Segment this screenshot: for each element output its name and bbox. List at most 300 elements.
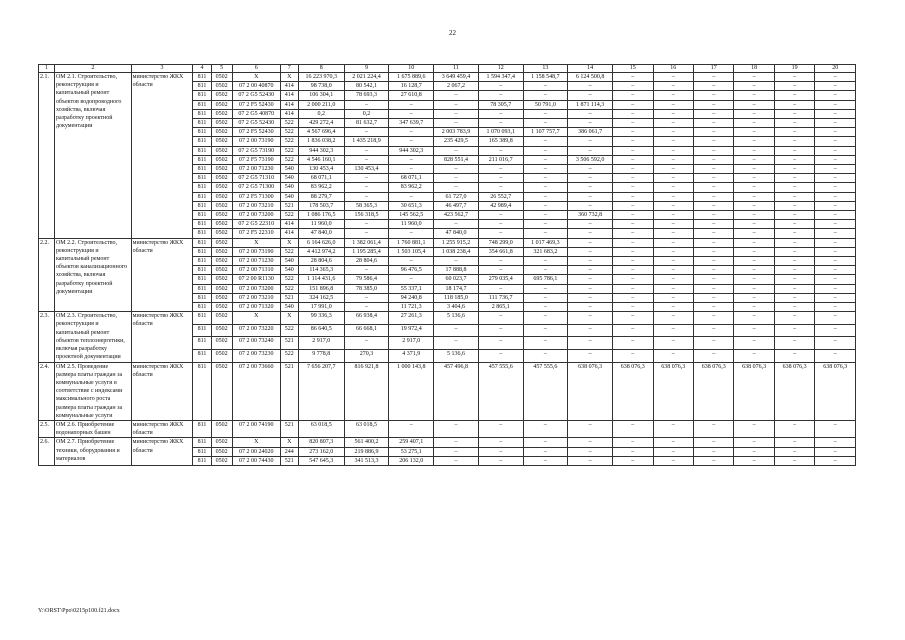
table-cell: – [478, 456, 523, 465]
table-cell: – [693, 420, 733, 437]
table-cell: – [389, 229, 434, 238]
table-cell: 3 506 592,0 [568, 155, 613, 164]
table-cell: 811 [193, 201, 211, 210]
table-cell: – [613, 247, 653, 256]
table-cell: – [613, 349, 653, 362]
table-cell: – [434, 100, 479, 109]
column-header: 13 [523, 65, 568, 73]
table-cell: – [523, 174, 568, 183]
table-cell: – [568, 447, 613, 456]
table-cell: – [693, 128, 733, 137]
table-cell: – [774, 174, 814, 183]
table-cell: 1 255 915,2 [434, 238, 479, 247]
table-cell: – [523, 192, 568, 201]
table-cell: – [434, 174, 479, 183]
table-cell: 414 [280, 82, 298, 91]
table-cell: – [568, 174, 613, 183]
table-cell: – [815, 165, 856, 174]
table-cell: – [568, 146, 613, 155]
table-cell: – [389, 275, 434, 284]
table-cell: – [815, 266, 856, 275]
table-cell: – [774, 128, 814, 137]
table-cell: – [734, 324, 774, 337]
table-cell: – [613, 229, 653, 238]
table-cell: – [734, 229, 774, 238]
table-cell: 944 302,3 [389, 146, 434, 155]
table-cell: 414 [280, 229, 298, 238]
column-header: 8 [298, 65, 344, 73]
table-cell: – [774, 275, 814, 284]
table-cell: – [613, 324, 653, 337]
table-cell: 26 552,7 [478, 192, 523, 201]
table-cell: – [523, 312, 568, 325]
table-cell: – [774, 137, 814, 146]
table-cell: – [734, 100, 774, 109]
table-cell: – [693, 165, 733, 174]
table-cell: 83 962,2 [389, 183, 434, 192]
table-cell: – [693, 238, 733, 247]
table-cell: – [774, 324, 814, 337]
table-cell: 811 [193, 238, 211, 247]
table-cell: – [568, 456, 613, 465]
table-cell: – [613, 275, 653, 284]
table-cell: 811 [193, 128, 211, 137]
table-cell: – [568, 238, 613, 247]
table-cell: – [653, 229, 693, 238]
table-cell: 0502 [211, 438, 232, 447]
table-cell: 0502 [211, 201, 232, 210]
table-cell: 17 888,8 [434, 266, 479, 275]
table-cell: 360 732,8 [568, 211, 613, 220]
column-header: 18 [734, 65, 774, 73]
table-cell: – [523, 146, 568, 155]
table-cell: – [815, 337, 856, 350]
table-cell: – [734, 146, 774, 155]
table-cell: 0502 [211, 73, 232, 82]
table-cell: 47 840,0 [434, 229, 479, 238]
table-cell: – [693, 82, 733, 91]
table-cell: 1 594 347,4 [478, 73, 523, 82]
table-cell: – [734, 303, 774, 312]
table-cell: – [523, 293, 568, 302]
table-cell: – [815, 447, 856, 456]
table-cell: 07 2 F5 73190 [232, 155, 280, 164]
table-cell: – [815, 183, 856, 192]
table-cell: – [774, 284, 814, 293]
table-cell: 0502 [211, 146, 232, 155]
table-cell: 811 [193, 438, 211, 447]
table-cell: – [568, 303, 613, 312]
table-cell: 07 2 00 71310 [232, 266, 280, 275]
table-cell: – [653, 447, 693, 456]
table-cell: – [568, 109, 613, 118]
table-cell: – [613, 174, 653, 183]
column-header: 14 [568, 65, 613, 73]
table-cell: 0502 [211, 82, 232, 91]
table-cell: – [344, 100, 389, 109]
table-cell: – [344, 128, 389, 137]
table-cell: – [734, 266, 774, 275]
table-cell: – [523, 201, 568, 210]
table-cell: 423 562,7 [434, 211, 479, 220]
table-cell: – [815, 324, 856, 337]
table-cell: – [434, 183, 479, 192]
table-cell: 1 038 238,4 [434, 247, 479, 256]
table-cell: – [613, 420, 653, 437]
table-cell: – [653, 266, 693, 275]
table-cell: – [653, 192, 693, 201]
table-cell: – [653, 275, 693, 284]
table-cell: – [568, 229, 613, 238]
table-cell: – [734, 211, 774, 220]
table-cell: – [478, 91, 523, 100]
table-cell: – [774, 438, 814, 447]
table-cell: – [815, 137, 856, 146]
executor: министерство ЖКХ области [131, 362, 193, 420]
table-cell: – [734, 456, 774, 465]
table-cell: – [653, 91, 693, 100]
table-cell: – [478, 165, 523, 174]
table-cell: 3 649 459,4 [434, 73, 479, 82]
table-cell: 11 960,0 [389, 220, 434, 229]
table-cell: 07 2 00 40870 [232, 82, 280, 91]
table-cell: 540 [280, 174, 298, 183]
table-cell: 0502 [211, 420, 232, 437]
table-cell: – [734, 275, 774, 284]
table-cell: 811 [193, 137, 211, 146]
table-cell: 0502 [211, 137, 232, 146]
table-cell: 68 071,1 [389, 174, 434, 183]
table-cell: 07 2 F5 52430 [232, 100, 280, 109]
table-cell: – [653, 238, 693, 247]
table-cell: 695 786,1 [523, 275, 568, 284]
table-cell: 522 [280, 324, 298, 337]
table-cell: – [613, 82, 653, 91]
table-cell: – [523, 211, 568, 220]
table-cell: – [613, 119, 653, 128]
table-cell: 0502 [211, 91, 232, 100]
table-cell: 66 938,4 [344, 312, 389, 325]
table-cell: – [653, 146, 693, 155]
table-cell: 28 804,6 [344, 257, 389, 266]
table-cell: – [774, 73, 814, 82]
table-cell: – [613, 183, 653, 192]
table-cell: 1 017 469,3 [523, 238, 568, 247]
table-cell: – [389, 137, 434, 146]
executor: министерство ЖКХ области [131, 238, 193, 312]
table-cell: – [774, 303, 814, 312]
table-cell: – [653, 247, 693, 256]
table-cell: 63 018,5 [298, 420, 344, 437]
table-cell: – [734, 349, 774, 362]
section-title: ОМ 2.3. Строительство, реконструкция и капитальный ремонт объектов теплоэнергетики, включая разработку проектной документации [54, 312, 131, 362]
table-cell: 58 365,3 [344, 201, 389, 210]
table-cell: – [523, 337, 568, 350]
table-cell: – [568, 275, 613, 284]
table-cell: 07 2 00 73210 [232, 201, 280, 210]
table-cell: 16 128,7 [389, 82, 434, 91]
table-cell: 0502 [211, 128, 232, 137]
table-cell: 811 [193, 119, 211, 128]
table-cell: 270,3 [344, 349, 389, 362]
section-title: ОМ 2.6. Приобретение водонапорных башен [54, 420, 131, 437]
table-cell: – [613, 257, 653, 266]
table-cell: 80 542,1 [344, 82, 389, 91]
table-cell: 07 2 00 71230 [232, 257, 280, 266]
table-cell: 07 2 G5 52430 [232, 91, 280, 100]
table-cell: – [734, 109, 774, 118]
table-cell: – [434, 257, 479, 266]
table-cell: – [693, 109, 733, 118]
table-cell: – [815, 119, 856, 128]
table-cell: 9 778,8 [298, 349, 344, 362]
table-cell: 07 2 00 71230 [232, 165, 280, 174]
table-cell: 1 086 176,5 [298, 211, 344, 220]
table-cell: – [523, 266, 568, 275]
table-cell: – [734, 257, 774, 266]
table-cell: – [344, 174, 389, 183]
table-cell: 211 016,7 [478, 155, 523, 164]
table-cell: 540 [280, 303, 298, 312]
table-cell: – [653, 284, 693, 293]
table-cell: – [653, 456, 693, 465]
table-cell: 0502 [211, 456, 232, 465]
table-cell: – [613, 303, 653, 312]
table-cell: – [613, 238, 653, 247]
table-cell: – [613, 73, 653, 82]
table-cell: – [653, 312, 693, 325]
header-row [39, 65, 856, 73]
table-cell: 0502 [211, 109, 232, 118]
table-cell: 811 [193, 284, 211, 293]
table-cell: 151 896,8 [298, 284, 344, 293]
table-cell: 0502 [211, 284, 232, 293]
table-cell: – [523, 183, 568, 192]
table-cell: – [774, 447, 814, 456]
table-cell: – [734, 73, 774, 82]
table-cell: – [774, 91, 814, 100]
table-cell: 219 886,9 [344, 447, 389, 456]
table-cell: – [434, 91, 479, 100]
table-cell: – [693, 303, 733, 312]
table-cell: 07 2 00 73660 [232, 362, 280, 420]
table-cell: 811 [193, 73, 211, 82]
table-cell: – [523, 91, 568, 100]
column-header: 1 [39, 65, 55, 73]
table-cell: – [613, 155, 653, 164]
table-cell: 2 865,1 [478, 303, 523, 312]
table-cell: – [653, 119, 693, 128]
table-cell: – [389, 100, 434, 109]
table-cell: – [613, 100, 653, 109]
table-cell: 4 546 160,1 [298, 155, 344, 164]
table-cell: – [653, 420, 693, 437]
table-cell: – [815, 100, 856, 109]
table-row [39, 238, 856, 247]
table-cell: – [815, 257, 856, 266]
table-cell: 259 407,1 [389, 438, 434, 447]
table-cell: X [232, 238, 280, 247]
table-cell: 811 [193, 312, 211, 325]
table-cell: – [344, 303, 389, 312]
section-number: 2.6. [39, 438, 55, 466]
table-cell: 522 [280, 211, 298, 220]
table-cell: – [389, 420, 434, 437]
table-cell: – [613, 447, 653, 456]
table-cell: – [815, 174, 856, 183]
table-cell: – [568, 247, 613, 256]
table-cell: 522 [280, 155, 298, 164]
table-cell: 178 503,7 [298, 201, 344, 210]
footer-file-path: Y:\ORST\Ppo\0215p100.f21.docx [38, 608, 120, 614]
table-cell: – [434, 146, 479, 155]
table-cell: – [478, 337, 523, 350]
table-cell: – [613, 284, 653, 293]
budget-table [38, 64, 856, 466]
table-cell: – [344, 266, 389, 275]
table-cell: – [734, 238, 774, 247]
table-cell: 1 435 218,9 [344, 137, 389, 146]
column-header: 7 [280, 65, 298, 73]
table-cell: 1 000 143,8 [389, 362, 434, 420]
executor: министерство ЖКХ области [131, 438, 193, 466]
table-cell: 5 136,6 [434, 312, 479, 325]
table-cell: – [815, 229, 856, 238]
table-cell: – [774, 192, 814, 201]
table-body [39, 65, 856, 466]
table-cell: 0,2 [298, 109, 344, 118]
table-cell: 811 [193, 183, 211, 192]
table-cell: 11 960,0 [298, 220, 344, 229]
table-cell: – [693, 324, 733, 337]
table-cell: – [478, 109, 523, 118]
table-cell: – [613, 337, 653, 350]
table-cell: – [344, 220, 389, 229]
table-cell: – [815, 438, 856, 447]
table-cell: 0502 [211, 312, 232, 325]
table-cell: – [653, 349, 693, 362]
table-cell: 78 385,0 [344, 284, 389, 293]
table-cell: – [693, 247, 733, 256]
table-cell: 78 305,7 [478, 100, 523, 109]
table-cell: 94 240,8 [389, 293, 434, 302]
table-cell: 63 018,5 [344, 420, 389, 437]
table-cell: – [774, 337, 814, 350]
table-cell: 521 [280, 456, 298, 465]
table-cell: 0502 [211, 119, 232, 128]
table-cell: 114 365,3 [298, 266, 344, 275]
table-cell: 1 675 889,6 [389, 73, 434, 82]
table-cell: – [523, 229, 568, 238]
table-cell: – [734, 155, 774, 164]
table-cell: 07 2 G5 52430 [232, 119, 280, 128]
table-cell: 540 [280, 266, 298, 275]
table-cell: – [774, 165, 814, 174]
table-cell: 521 [280, 420, 298, 437]
table-cell: – [568, 420, 613, 437]
table-cell: 165 389,8 [478, 137, 523, 146]
table-cell: 145 562,5 [389, 211, 434, 220]
table-cell: – [734, 183, 774, 192]
table-cell: – [693, 337, 733, 350]
table-cell: 547 645,3 [298, 456, 344, 465]
table-cell: 811 [193, 293, 211, 302]
table-cell: – [734, 91, 774, 100]
table-cell: – [523, 220, 568, 229]
table-cell: 07 2 00 24020 [232, 447, 280, 456]
table-cell: 0502 [211, 275, 232, 284]
table-row [39, 420, 856, 437]
table-cell: – [774, 247, 814, 256]
table-cell: 07 2 F5 71300 [232, 192, 280, 201]
table-cell: – [568, 119, 613, 128]
table-cell: 811 [193, 349, 211, 362]
table-cell: – [568, 220, 613, 229]
table-cell: 46 497,7 [434, 201, 479, 210]
table-cell: 0502 [211, 247, 232, 256]
table-cell: – [693, 137, 733, 146]
table-cell: – [815, 293, 856, 302]
table-cell: 748 299,0 [478, 238, 523, 247]
table-cell: – [693, 146, 733, 155]
table-cell: – [613, 137, 653, 146]
table-cell: – [568, 337, 613, 350]
table-cell: 811 [193, 155, 211, 164]
table-cell: – [478, 220, 523, 229]
table-cell: – [815, 192, 856, 201]
table-cell: 811 [193, 257, 211, 266]
table-cell: 811 [193, 192, 211, 201]
table-cell: – [478, 284, 523, 293]
table-cell: – [734, 220, 774, 229]
table-cell: – [774, 201, 814, 210]
table-cell: 1 114 431,6 [298, 275, 344, 284]
table-cell: 820 807,3 [298, 438, 344, 447]
column-header: 16 [653, 65, 693, 73]
table-cell: 66 668,1 [344, 324, 389, 337]
table-cell: 106 304,1 [298, 91, 344, 100]
table-cell: 811 [193, 82, 211, 91]
table-cell: – [653, 303, 693, 312]
table-cell: – [568, 165, 613, 174]
table-cell: – [568, 192, 613, 201]
table-cell: 273 162,0 [298, 447, 344, 456]
table-cell: X [280, 312, 298, 325]
table-cell: – [653, 82, 693, 91]
table-cell: – [734, 137, 774, 146]
table-cell: – [653, 201, 693, 210]
table-cell: – [478, 229, 523, 238]
table-cell: – [344, 146, 389, 155]
table-cell: – [774, 155, 814, 164]
table-cell: – [815, 220, 856, 229]
table-cell: – [434, 109, 479, 118]
table-cell: 561 400,2 [344, 438, 389, 447]
column-header: 10 [389, 65, 434, 73]
table-cell: 638 076,3 [653, 362, 693, 420]
executor: министерство ЖКХ области [131, 73, 193, 239]
table-cell: 1 158 548,7 [523, 73, 568, 82]
table-cell: 0502 [211, 100, 232, 109]
table-cell: 07 2 G5 22310 [232, 220, 280, 229]
table-cell: – [734, 284, 774, 293]
table-cell: 811 [193, 266, 211, 275]
table-cell: – [693, 293, 733, 302]
table-cell: – [523, 420, 568, 437]
table-row [39, 312, 856, 325]
table-cell: – [653, 73, 693, 82]
table-cell: – [344, 183, 389, 192]
